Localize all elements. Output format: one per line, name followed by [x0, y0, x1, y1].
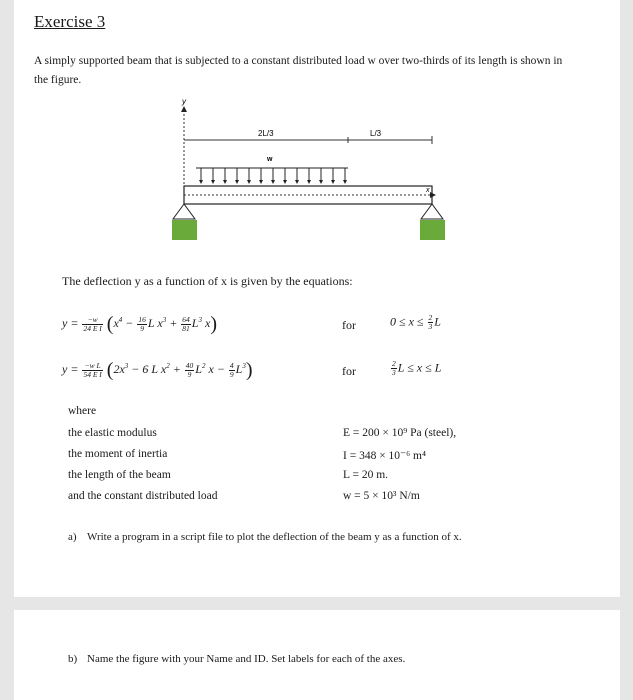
eq1-for: for	[342, 318, 356, 332]
eq2-for: for	[342, 364, 356, 378]
x-axis-label: x	[426, 187, 430, 194]
prop-value-length: L = 20 m.	[343, 469, 389, 481]
eq1-lhs: y =	[62, 316, 79, 330]
prop-value-load: w = 5 × 10³ N/m	[343, 490, 420, 502]
left-support-ground	[172, 220, 197, 240]
exercise-title: Exercise 3	[34, 12, 106, 31]
where-label: where	[68, 405, 97, 417]
eq2-lhs: y =	[62, 362, 79, 376]
eq2-range: $\frac{2}{3}$ L ≤ x ≤ L	[392, 359, 442, 377]
right-support-triangle	[421, 204, 443, 219]
prop-label-length: the length of the beam	[68, 469, 171, 481]
equation-1: y = $\frac{-w}{\text{24 E I}}$ ($x^4$ − $\frac{16}{9}$ L $x^3$ + $\frac{64}{81}$ $L^3$ x)	[62, 313, 217, 335]
x-axis-arrow	[430, 192, 436, 198]
y-axis-label: y	[182, 97, 186, 106]
eq2-coefficient: $\frac{\text{−w L}}{\text{54 E I}}$	[83, 360, 102, 379]
prop-value-modulus: E = 200 × 10⁹ Pa (steel),	[343, 427, 457, 439]
question-a-marker: a)	[68, 531, 77, 543]
question-b: Name the figure with your Name and ID. Set labels for each of the axes.	[87, 653, 406, 665]
question-a: Write a program in a script file to plot the deflection of the beam y as a function of x.	[87, 531, 462, 543]
span-right-label: L/3	[370, 129, 382, 138]
y-axis-arrow	[181, 106, 187, 112]
load-arrows	[201, 168, 345, 182]
eq1-coefficient: $\frac{-w}{\text{24 E I}}$	[83, 314, 102, 333]
prop-label-load: and the constant distributed load	[68, 490, 218, 502]
equation-2: y = $\frac{\text{−w L}}{\text{54 E I}}$ ($2x^3 - 6$ L $x^2$ + $\frac{40}{9}$ $L^2$ x − $\frac{4}{9}$ $L^3$)	[62, 359, 253, 381]
load-arrowheads	[199, 180, 347, 184]
intro-paragraph: A simply supported beam that is subjected to a constant distributed load w over two-thirds of its length is shown in the figure.	[34, 55, 563, 86]
prop-label-inertia: the moment of inertia	[68, 448, 168, 460]
span-left-label: 2L/3	[258, 129, 274, 138]
prop-label-modulus: the elastic modulus	[68, 427, 157, 439]
load-label: w	[267, 156, 273, 163]
eq1-range: 0 ≤ x ≤ $\frac{2}{3}$ L	[390, 313, 441, 331]
beam-figure	[0, 0, 633, 260]
left-support-triangle	[173, 204, 195, 219]
lead-text: The deflection y as a function of x is given by the equations:	[62, 274, 353, 288]
question-b-marker: b)	[68, 653, 78, 665]
prop-value-inertia: I = 348 × 10⁻⁶ m⁴	[343, 450, 426, 462]
right-support-ground	[420, 220, 445, 240]
